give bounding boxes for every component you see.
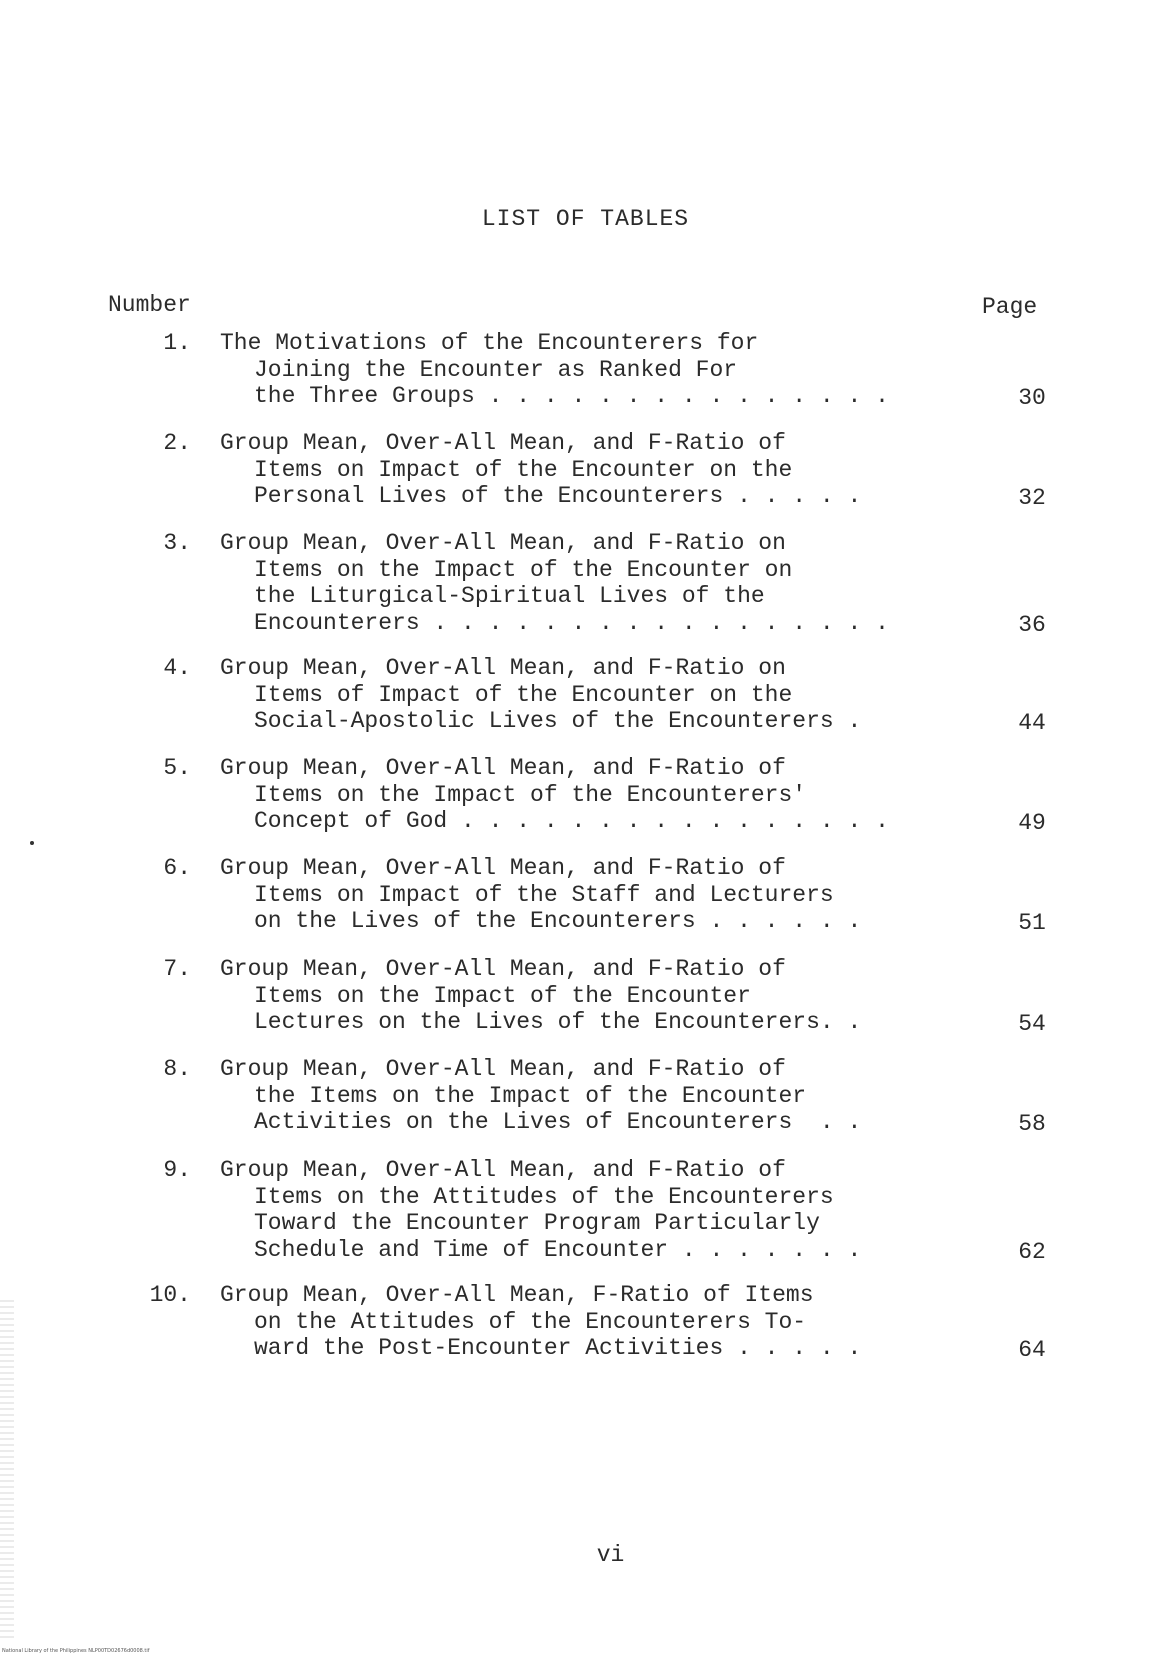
entry-number: 8. <box>163 1056 191 1082</box>
entry-title-line: Items on the Impact of the Encounter on <box>254 556 793 583</box>
entry-title-line: Social-Apostolic Lives of the Encounterers . <box>254 708 862 734</box>
entry-page-number: 49 <box>1018 810 1046 836</box>
entry-title-line: Group Mean, Over-All Mean, and F-Ratio of <box>220 956 786 982</box>
entry-title <box>220 330 980 410</box>
entry-title-line: Group Mean, Over-All Mean, F-Ratio of Items <box>220 1282 814 1308</box>
entry-title <box>220 956 980 1036</box>
entry-number: 5. <box>163 755 191 781</box>
entry-title-line: Encounterers . . . . . . . . . . . . . . . . . <box>254 609 889 636</box>
entry-title-line: Joining the Encounter as Ranked For <box>254 356 738 383</box>
entry-title-line: the Liturgical-Spiritual Lives of the <box>254 583 765 609</box>
entry-title <box>220 855 980 935</box>
entry-title-line: on the Attitudes of the Encounterers To- <box>254 1308 807 1335</box>
entry-title-line: Items on the Attitudes of the Encounterers <box>254 1183 834 1210</box>
entry-title-line: Group Mean, Over-All Mean, and F-Ratio of <box>220 430 786 456</box>
entry-title-line: the Three Groups . . . . . . . . . . . . . . . <box>254 383 889 409</box>
scan-edge-noise <box>0 1300 14 1640</box>
entry-page-number: 30 <box>1018 385 1046 411</box>
entry-title-line: Items on Impact of the Staff and Lecturers <box>254 881 834 908</box>
entry-number: 1. <box>163 330 191 356</box>
entry-page-number: 62 <box>1018 1238 1046 1265</box>
entry-page-number: 64 <box>1018 1337 1046 1363</box>
page-title: LIST OF TABLES <box>481 206 690 232</box>
entry-title-line: The Motivations of the Encounterers for <box>220 330 759 356</box>
entry-title-line: Items on the Impact of the Encounterers' <box>254 781 807 808</box>
entry-title <box>220 755 980 835</box>
entry-page-number: 36 <box>1018 611 1046 638</box>
entry-title <box>220 430 980 510</box>
entry-title-line: ward the Post-Encounter Activities . . . . . <box>254 1335 862 1361</box>
entry-title-line: Group Mean, Over-All Mean, and F-Ratio of <box>220 755 786 781</box>
entry-title-line: Group Mean, Over-All Mean, and F-Ratio of <box>220 1056 786 1082</box>
entry-number: 2. <box>163 430 191 456</box>
entry-page-number: 58 <box>1018 1111 1046 1137</box>
entry-title-line: the Items on the Impact of the Encounter <box>254 1082 807 1109</box>
entry-number: 3. <box>163 530 191 556</box>
entry-number: 6. <box>163 855 191 881</box>
entry-title-line: Concept of God . . . . . . . . . . . . . . . . <box>254 808 889 834</box>
entry-title <box>220 530 980 636</box>
entry-title-line: Items of Impact of the Encounter on the <box>254 681 793 708</box>
column-header-page: Page <box>982 294 1038 320</box>
entry-page-number: 54 <box>1018 1011 1046 1037</box>
footer-page-number: vi <box>596 1542 625 1568</box>
entry-title-line: Lectures on the Lives of the Encounterers. . <box>254 1009 862 1035</box>
scan-stamp: National Library of the Philippines NLP00TD02676d0008.tif <box>2 1648 150 1654</box>
entry-title-line: Toward the Encounter Program Particularly <box>254 1210 820 1236</box>
entry-title <box>220 1157 980 1263</box>
entry-title-line: Group Mean, Over-All Mean, and F-Ratio on <box>220 655 786 681</box>
entry-title-line: Group Mean, Over-All Mean, and F-Ratio of <box>220 1157 786 1183</box>
entry-title-line: Group Mean, Over-All Mean, and F-Ratio on <box>220 530 786 556</box>
scan-speck <box>30 841 34 845</box>
entry-title-line: Activities on the Lives of Encounterers . . <box>254 1109 862 1135</box>
entry-title <box>220 1056 980 1136</box>
entry-page-number: 51 <box>1018 910 1046 936</box>
entry-title-line: Items on Impact of the Encounter on the <box>254 456 793 483</box>
entry-title-line: Items on the Impact of the Encounter <box>254 982 751 1009</box>
entry-title <box>220 655 980 735</box>
entry-title-line: Group Mean, Over-All Mean, and F-Ratio of <box>220 855 786 881</box>
entry-title <box>220 1282 980 1362</box>
entry-number: 10. <box>149 1282 191 1308</box>
entry-page-number: 32 <box>1018 485 1046 511</box>
entry-number: 4. <box>163 655 191 681</box>
entry-number: 9. <box>163 1157 191 1183</box>
entry-title-line: on the Lives of the Encounterers . . . . . . <box>254 908 862 934</box>
entry-title-line: Schedule and Time of Encounter . . . . . . . <box>254 1236 862 1263</box>
entry-title-line: Personal Lives of the Encounterers . . . . . <box>254 483 862 509</box>
column-header-number: Number <box>108 292 191 318</box>
entry-page-number: 44 <box>1018 710 1046 736</box>
entry-number: 7. <box>163 956 191 982</box>
